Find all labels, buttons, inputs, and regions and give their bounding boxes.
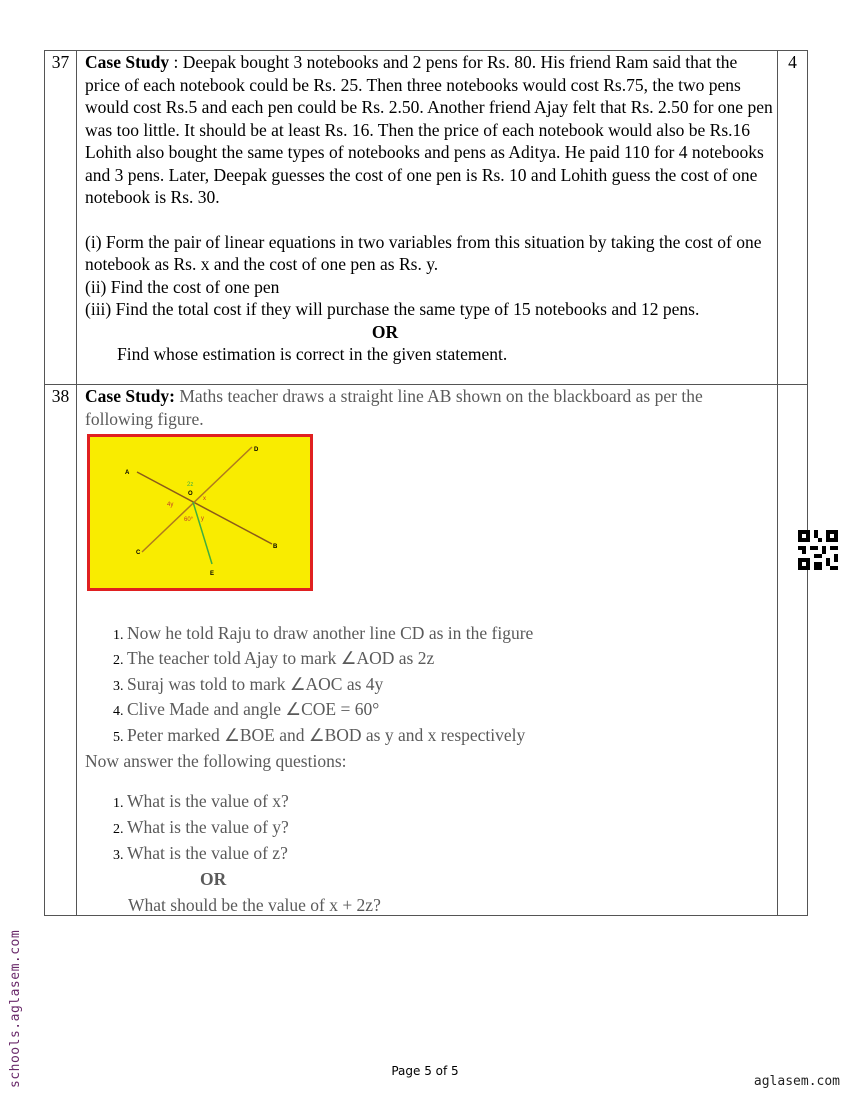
watermark: schools.aglasem.com bbox=[8, 929, 23, 1088]
case-study-heading: Case Study bbox=[85, 52, 170, 72]
or-label: OR bbox=[200, 869, 227, 890]
step-item: 1. Now he told Raju to draw another line CD as in the figure bbox=[127, 621, 775, 647]
question-37-row bbox=[44, 50, 808, 385]
intro-text: Maths teacher draws a straight line AB shown on the blackboard as per the following figure. bbox=[85, 386, 703, 429]
intro-text: : Deepak bought 3 notebooks and 2 pens for Rs. 80. His friend Ram said that the price of each notebook could be Rs. 25. Then three notebooks would cost Rs.75, the two pens would cost Rs.5 and each pen could be Rs. 2.50. Another friend Ajay felt that Rs. 2.50 for one pen was too little. It should be at least Rs. 16. Then the price of each notebook would also be Rs.16 bbox=[85, 52, 773, 140]
sub-question: (iii) Find the total cost if they will purchase the same type of 15 notebooks and 12 pens. bbox=[85, 299, 700, 319]
label-2z: 2z bbox=[187, 482, 194, 488]
question-38-row bbox=[44, 384, 808, 916]
sub-question: 1. What is the value of x? bbox=[127, 789, 775, 815]
label-b: B bbox=[273, 544, 278, 550]
label-4y: 4y bbox=[167, 502, 174, 508]
case-study-heading: Case Study: bbox=[85, 386, 175, 406]
marks bbox=[777, 385, 807, 915]
label-c: C bbox=[136, 550, 141, 556]
label-a: A bbox=[125, 470, 130, 476]
intro-text-2: Lohith also bought the same types of notebooks and pens as Aditya. He paid 110 for 4 notebooks and 3 pens. Later, Deepak guesses the cost of one pen is Rs. 10 and Lohith guess the cost of one notebook is Rs. 30. bbox=[85, 142, 764, 207]
label-o: O bbox=[188, 491, 193, 497]
label-y: y bbox=[201, 516, 204, 522]
question-37-content bbox=[85, 51, 775, 366]
label-d: D bbox=[254, 447, 259, 453]
sub-question: (i) Form the pair of linear equations in two variables from this situation by taking the cost of one notebook as Rs. x and the cost of one pen as Rs. y. bbox=[85, 231, 762, 274]
question-number: 38 bbox=[45, 385, 77, 915]
sub-question: 2. What is the value of y? bbox=[127, 815, 775, 841]
step-item: 2. The teacher told Ajay to mark ∠AOD as 2z bbox=[127, 646, 775, 672]
or-label: OR bbox=[371, 321, 399, 342]
sub-question: (ii) Find the cost of one pen bbox=[85, 276, 280, 297]
label-e: E bbox=[210, 571, 215, 577]
prompt-text: Now answer the following questions: bbox=[85, 751, 347, 772]
blackboard-figure bbox=[87, 434, 775, 597]
marks: 4 bbox=[777, 51, 807, 384]
alt-question: What should be the value of x + 2z? bbox=[128, 895, 381, 916]
site-label: aglasem.com bbox=[753, 1074, 840, 1089]
page-number: Page 5 of 5 bbox=[391, 1064, 459, 1078]
question-38-content bbox=[85, 385, 775, 918]
step-item: 3. Suraj was told to mark ∠AOC as 4y bbox=[127, 672, 775, 698]
label-60: 60° bbox=[184, 517, 194, 523]
alt-question: Find whose estimation is correct in the given statement. bbox=[117, 344, 508, 364]
sub-question: 3. What is the value of z? bbox=[127, 841, 775, 867]
step-item: 5. Peter marked ∠BOE and ∠BOD as y and x respectively bbox=[127, 723, 775, 749]
step-item: 4. Clive Made and angle ∠COE = 60° bbox=[127, 697, 775, 723]
qr-code-icon bbox=[798, 530, 838, 575]
label-x: x bbox=[203, 496, 206, 502]
question-number: 37 bbox=[45, 51, 77, 384]
